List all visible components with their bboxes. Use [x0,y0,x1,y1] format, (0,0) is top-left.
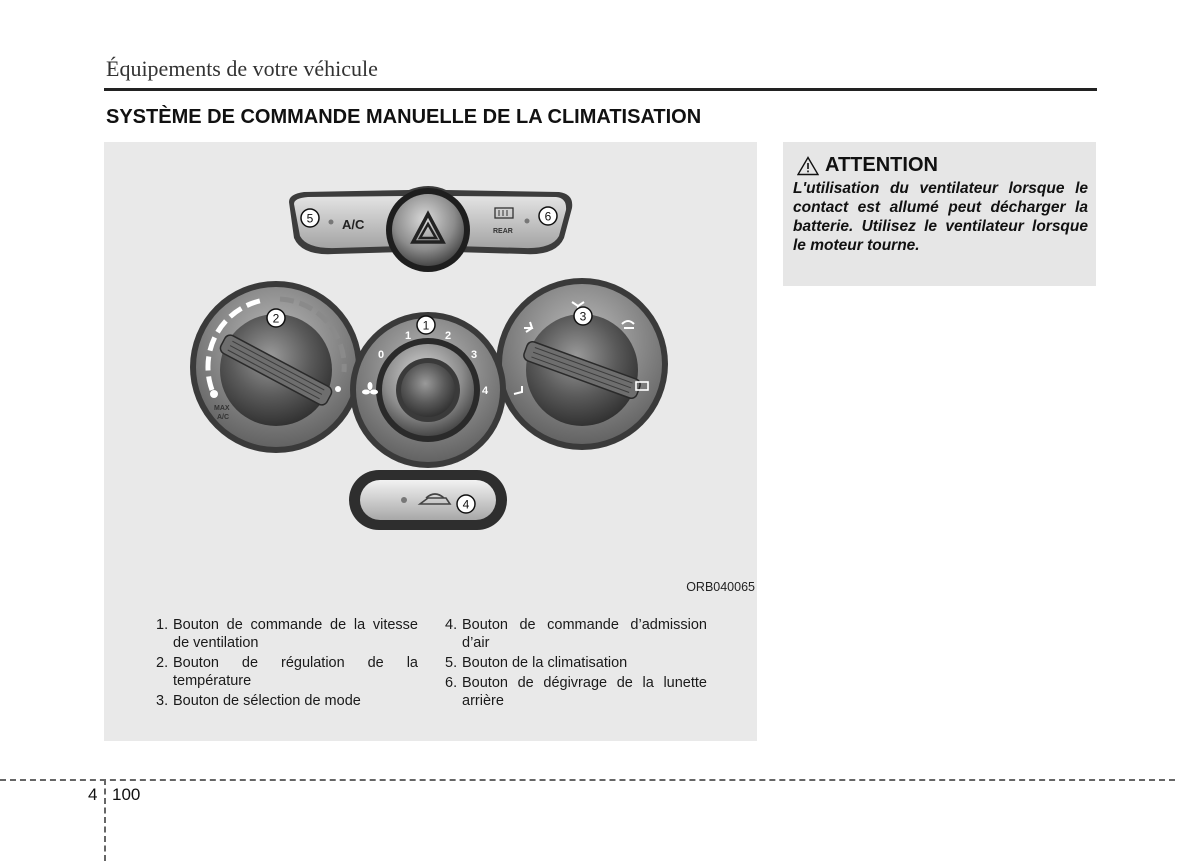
legend-text: Bouton de la climatisation [462,655,628,671]
callout-3: 3 [579,309,587,324]
chapter-title: Équipements de votre véhicule [106,56,378,81]
air-intake-button[interactable] [360,480,496,520]
legend-left [156,616,418,712]
legend-number: 5. [445,655,458,671]
legend-number: 4. [445,617,458,633]
max-ac-label: A/C [217,414,230,421]
legend-text: Bouton de commande d’admission d’air [462,617,707,651]
rear-indicator-led [525,219,530,224]
footer-divider [104,779,106,861]
temperature-dial [190,281,362,453]
legend-item [445,654,707,672]
warning-box [783,142,1096,286]
warning-header [797,154,938,177]
footer-rule [0,779,1175,781]
legend-text: Bouton de sélection de mode [173,693,361,709]
fan-level-1: 1 [405,330,412,342]
legend-number: 1. [156,617,169,633]
callout-1: 1 [422,318,430,333]
rear-defrost-button[interactable]: REAR [493,228,513,235]
ac-button[interactable]: A/C [342,217,365,232]
air-intake-button-housing [349,470,507,530]
legend-item [445,674,707,710]
hazard-button[interactable] [392,194,464,266]
fan-level-3: 3 [471,349,478,361]
figure-code: ORB040065 [686,580,755,594]
legend-text: Bouton de régulation de la température [173,655,418,689]
figure-box [104,142,757,741]
warning-triangle-icon [797,156,819,176]
ac-indicator-led [329,220,334,225]
fan-speed-dial [350,312,506,468]
max-ac-dot [210,390,218,398]
section-title: SYSTÈME DE COMMANDE MANUELLE DE LA CLIMATISATION [106,106,702,128]
legend-item [156,692,418,710]
callout-5: 5 [306,211,314,226]
header-rule [104,88,1097,91]
warning-text: L'utilisation du ventilateur lorsque le contact est allumé peut décharger la batterie. Utilisez le ventilateur lorsque le moteur tourne. [793,180,1088,254]
legend-right [445,616,707,712]
footer-chapter-number: 4 [88,785,98,804]
legend-item [156,616,418,652]
fan-level-2: 2 [445,330,452,342]
callout-4: 4 [462,497,470,512]
top-button-strip [286,186,572,272]
callout-2: 2 [272,311,280,326]
warning-title: ATTENTION [825,154,938,176]
legend-number: 6. [445,675,458,691]
legend-text: Bouton de dégivrage de la lunette arrière [462,675,707,709]
fan-level-4: 4 [482,385,489,397]
footer-page-number: 100 [112,785,141,804]
air-intake-led [401,497,407,503]
legend-item [445,616,707,652]
max-label: MAX [214,405,230,412]
legend-item [156,654,418,690]
mode-dial [496,278,668,450]
fan-level-0: 0 [378,349,385,361]
callout-6: 6 [544,209,552,224]
climate-panel-illustration [104,142,757,582]
legend-number: 3. [156,693,169,709]
legend-number: 2. [156,655,169,671]
legend-text: Bouton de commande de la vitesse de ventilation [173,617,418,651]
